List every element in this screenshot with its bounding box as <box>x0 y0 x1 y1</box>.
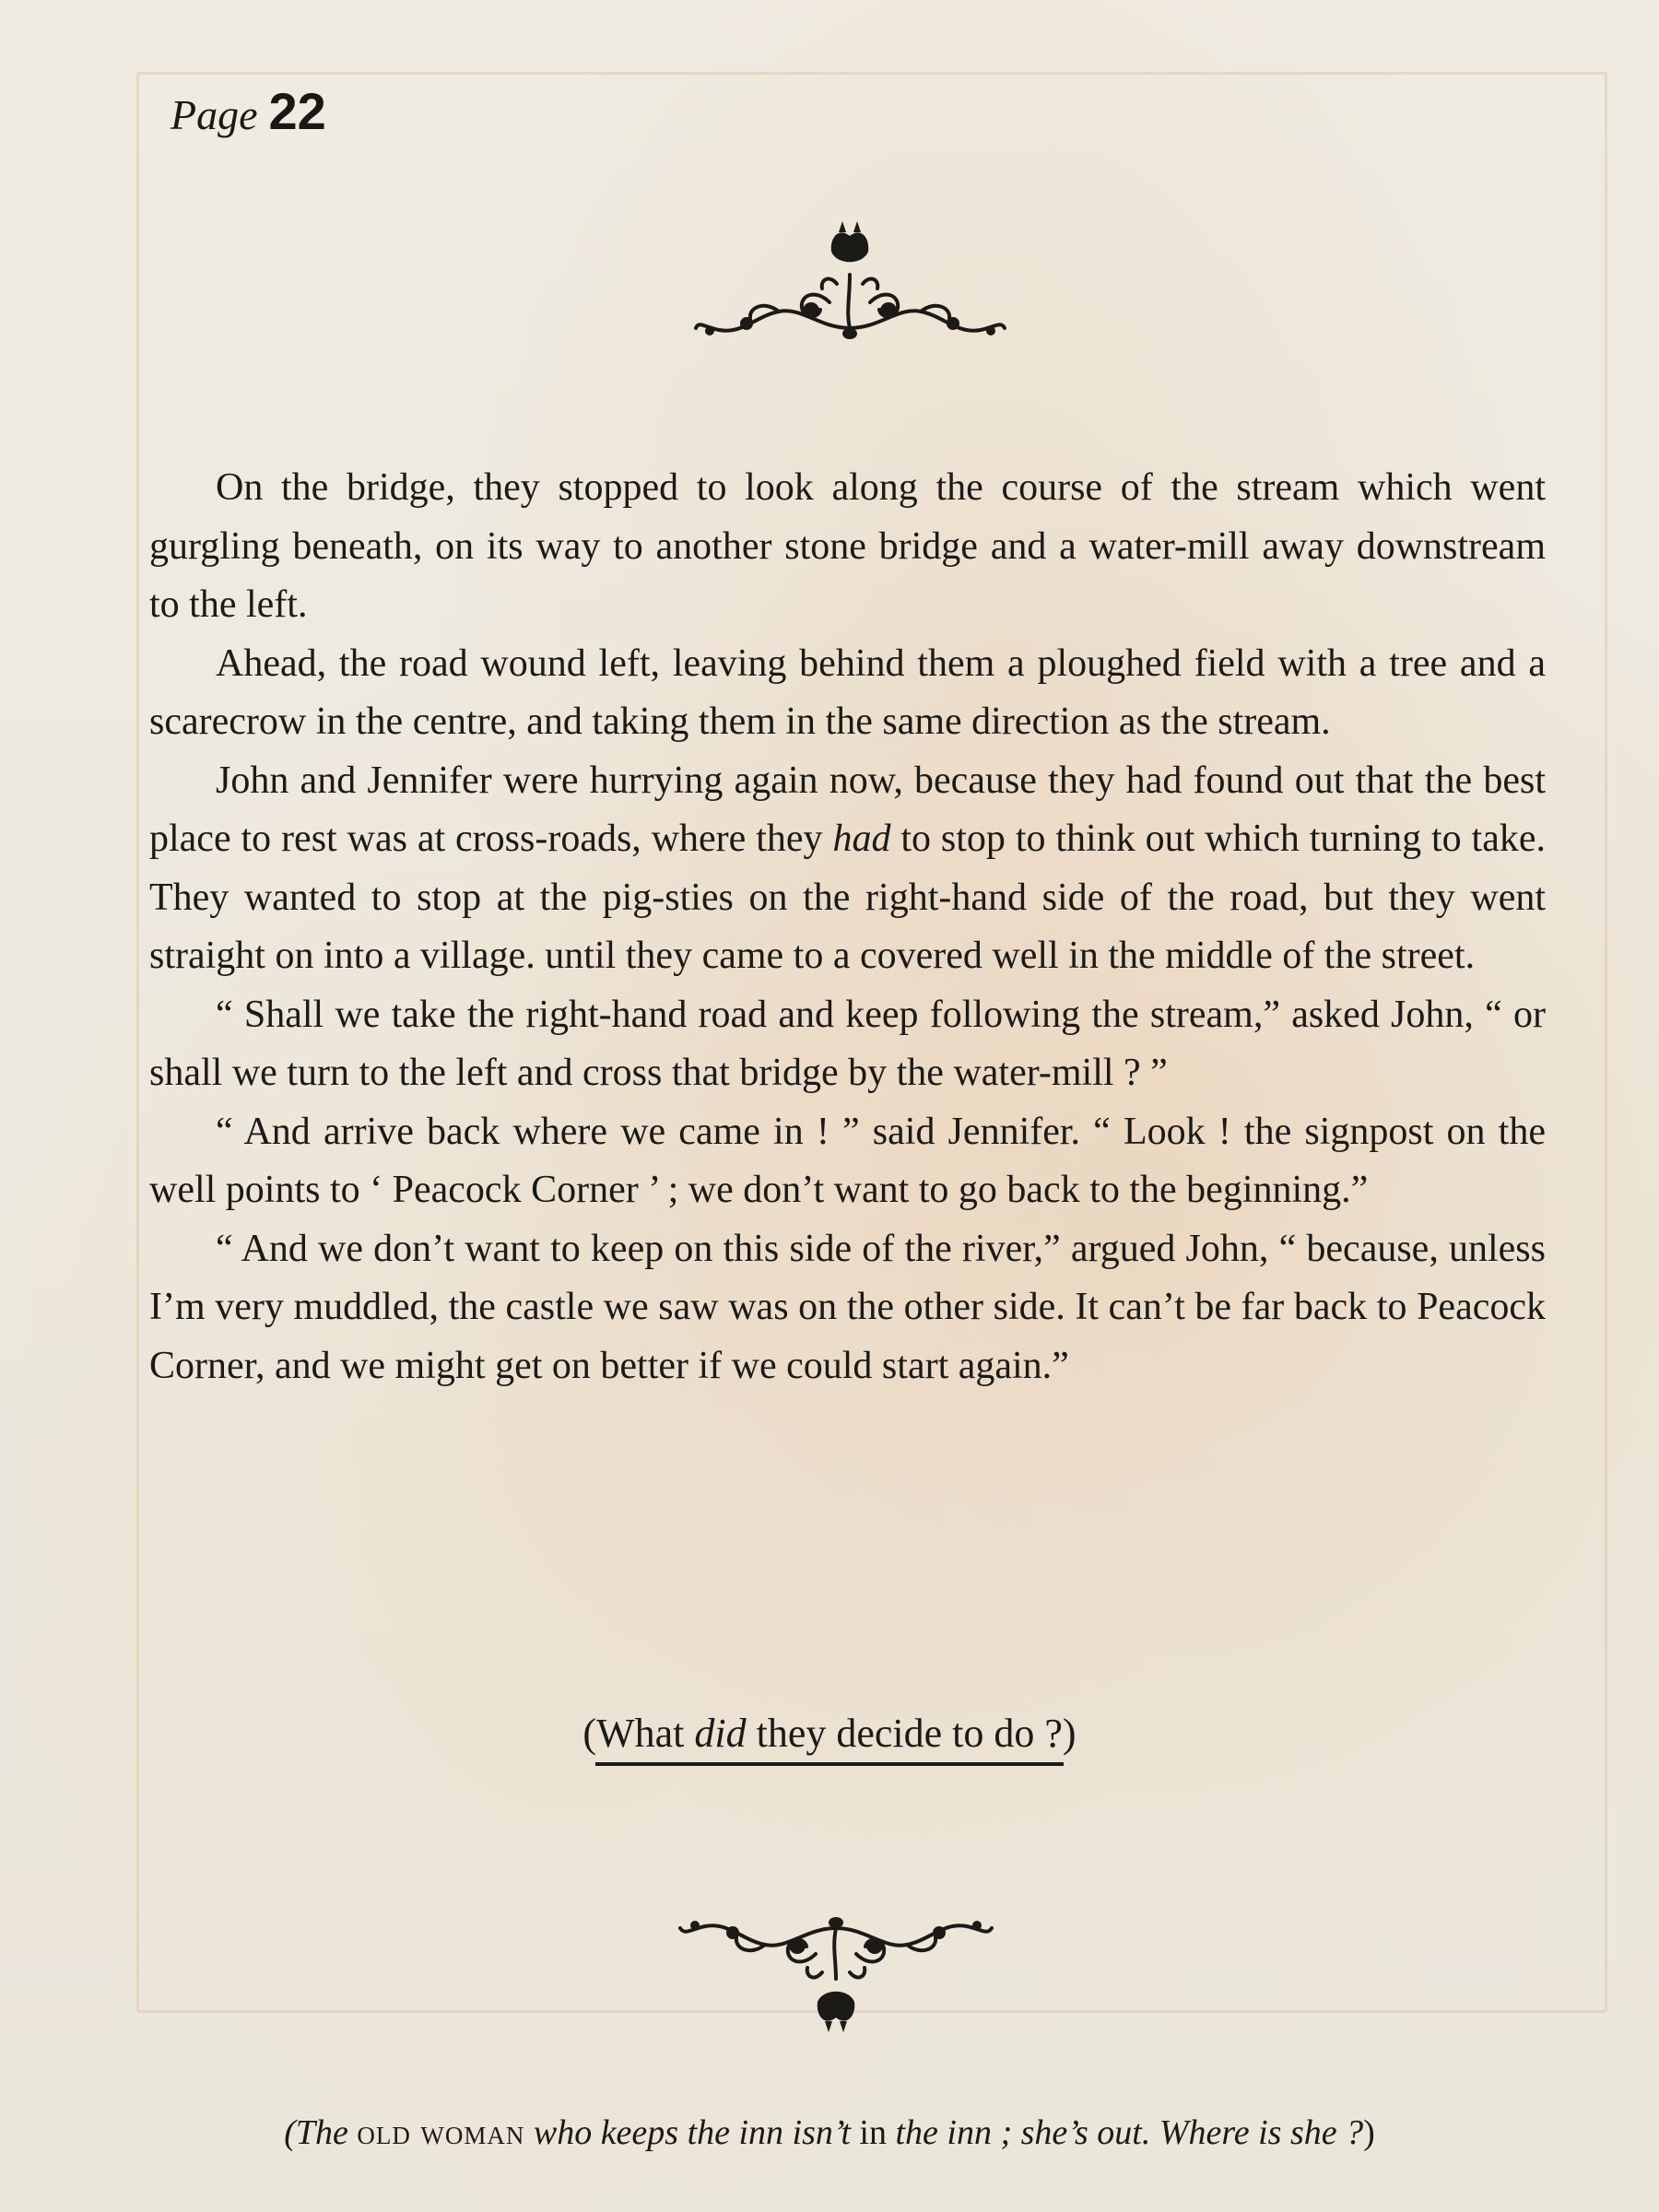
paragraph: Ahead, the road wound left, leaving behind them a ploughed field with a tree and a scarecrow in the centre, and taking them in the same direction as the stream. <box>149 641 1546 743</box>
paragraph: On the bridge, they stopped to look along the course of the stream which went gurgling beneath, on its way to another stone bridge and a water-mill away downstream to the left. <box>149 466 1546 626</box>
emphasis-text: had <box>832 818 891 860</box>
paragraph <box>149 752 1546 986</box>
footer-text: ( <box>284 2113 296 2152</box>
footer-text: ) <box>1363 2113 1375 2152</box>
page-number: 22 <box>268 82 326 140</box>
paragraph: “ Shall we take the right-hand road and keep following the stream,” asked John, “ or shall we turn to the left and cross that bridge by the water-mill ? ” <box>149 993 1546 1094</box>
footer-note <box>0 2112 1659 2153</box>
question-line <box>579 1710 1079 1757</box>
question-emphasis: did <box>694 1711 747 1756</box>
footer-text: who keeps the inn isn’t <box>524 2113 860 2152</box>
footer-text: The <box>295 2113 358 2152</box>
page-header <box>171 81 326 141</box>
paragraph: “ And we don’t want to keep on this side of the river,” argued John, “ because, unless I’m very muddled, the castle we saw was on the other side. It can’t be far back to Peacock Corner, and we might get on better if we could start again.” <box>149 1227 1546 1387</box>
floral-scroll-ornament-icon <box>675 1910 997 2034</box>
footer-small-caps: old woman <box>357 2113 525 2152</box>
paragraph-text: John and Jennifer were hurrying again now, because they had found out that the best place to rest was at cross-roads, where they <box>149 759 1546 860</box>
paragraph: “ And arrive back where we came in ! ” said Jennifer. “ Look ! the signpost on the well points to ‘ Peacock Corner ’ ; we don’t want to go back to the beginning.” <box>149 1110 1546 1211</box>
paragraph-text: to stop to think out which turning to take. They wanted to stop at the pig-sties on the right-hand side of the road, but they went straight on into a village. until they came to a covered well in the middle of the street. <box>149 818 1546 977</box>
footer-text: the inn ; she’s out. Where is she ? <box>886 2113 1364 2152</box>
underline-rule <box>595 1762 1063 1766</box>
floral-scroll-ornament-icon <box>691 219 1009 344</box>
question-text: they decide to do ?) <box>746 1711 1077 1756</box>
page-label: Page <box>171 91 258 138</box>
story-text <box>149 459 1546 1395</box>
question-text: (What <box>582 1711 695 1756</box>
footer-roman: in <box>859 2113 887 2152</box>
question-prompt <box>0 1710 1659 1757</box>
